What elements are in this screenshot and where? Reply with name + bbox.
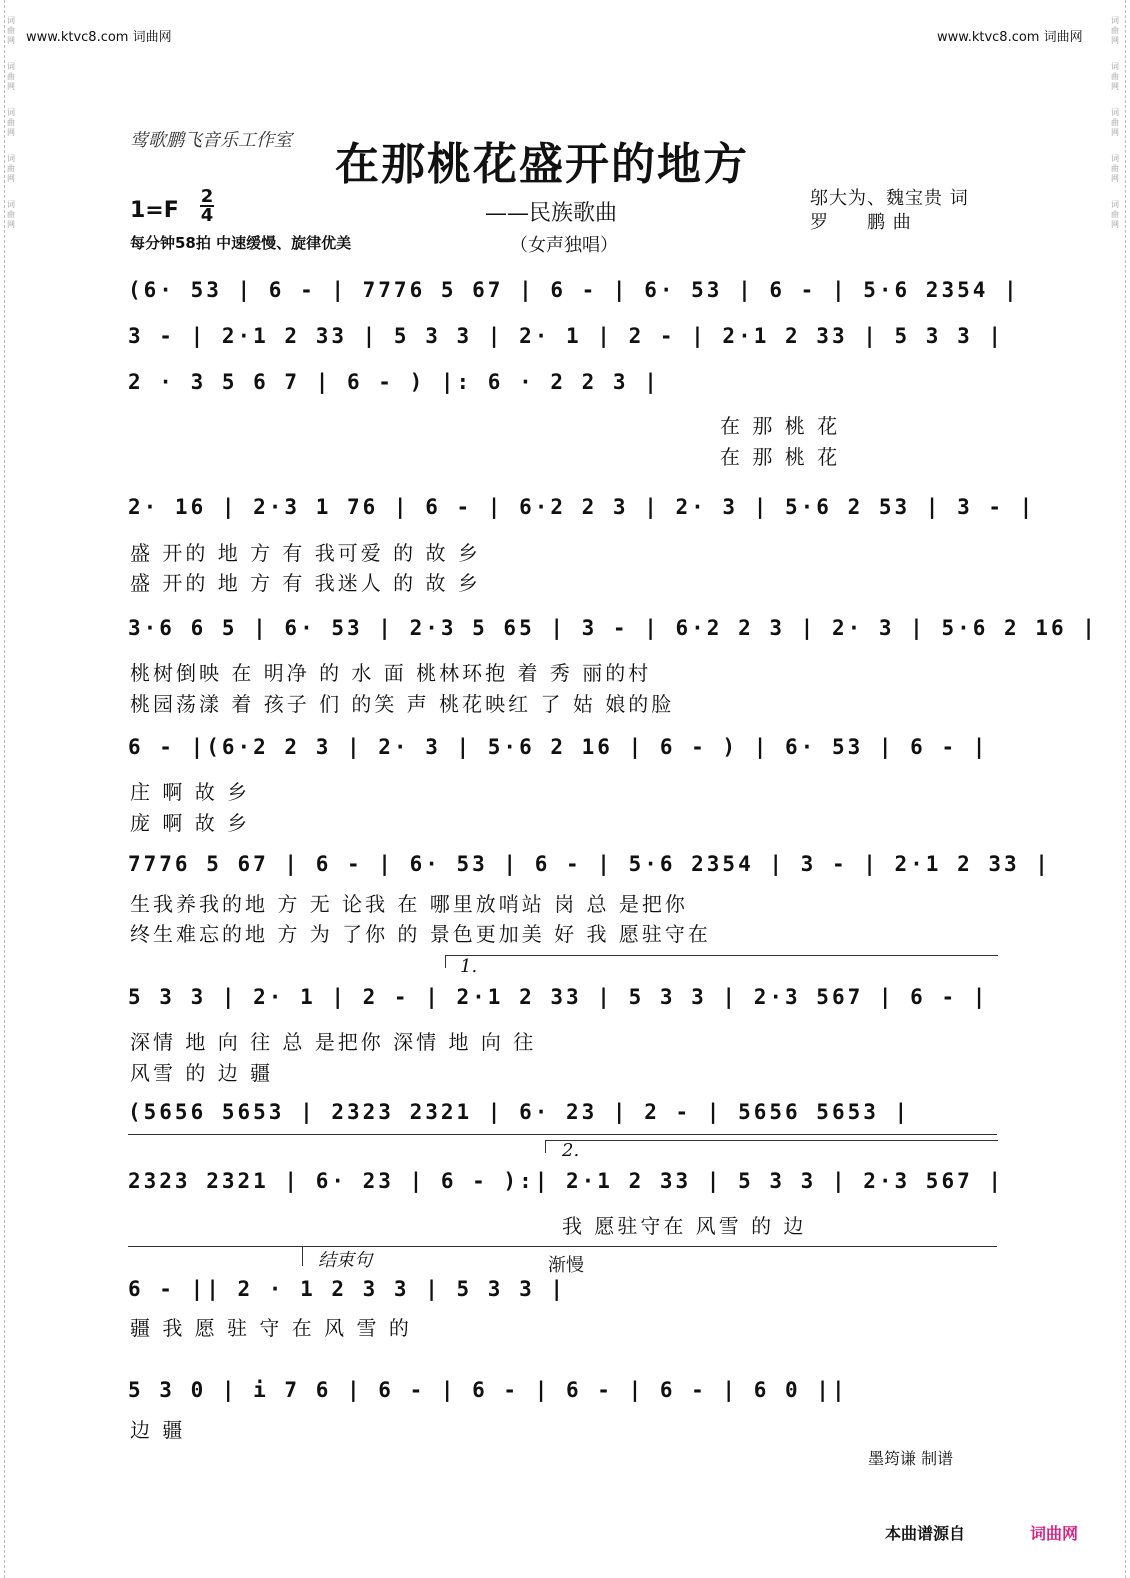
ending-label: 结束句 (318, 1250, 372, 1271)
side-watermark: 词曲网 (7, 62, 15, 91)
studio-name: 莺歌鹏飞音乐工作室 (130, 130, 292, 151)
source-label: 本曲谱源自 (885, 1524, 966, 1543)
staff-line-6: 6 - |(6·2 2 3 | 2· 3 | 5·6 2 16 | 6 - ) | 6· 53 | 6 - | (128, 735, 989, 759)
lyric-line: 在 那 桃 花 (720, 445, 841, 469)
arranger-credit: 墨筠谦 制谱 (868, 1449, 954, 1468)
lyric-line: 桃树倒映 在 明净 的 水 面 桃林环抱 着 秀 丽的村 (130, 661, 652, 685)
lyric-line: 我 愿驻守在 风雪 的 边 (562, 1214, 807, 1238)
left-margin-strip (4, 0, 21, 1578)
staff-line-8: 5 3 3 | 2· 1 | 2 - | 2·1 2 33 | 5 3 3 | 2·3 567 | 6 - | (128, 985, 989, 1009)
side-watermark: 词曲网 (1111, 108, 1119, 137)
time-sig-bottom: 4 (200, 205, 214, 226)
volta-bracket-2 (545, 1140, 998, 1153)
lyric-line: 盛 开的 地 方 有 我可爱 的 故 乡 (130, 541, 481, 565)
staff-line-3: 2 · 3 5 6 7 | 6 - ) |: 6 · 2 2 3 | (128, 370, 660, 394)
composer-credit: 罗 鹏 曲 (810, 212, 912, 233)
time-sig-top: 2 (200, 186, 214, 207)
volta-1-label: 1. (460, 956, 478, 977)
staff-line-7: 7776 5 67 | 6 - | 6· 53 | 6 - | 5·6 2354 | 3 - | 2·1 2 33 | (128, 852, 1051, 876)
coda-bracket (302, 1246, 304, 1266)
staff-line-10: 2323 2321 | 6· 23 | 6 - ):| 2·1 2 33 | 5 3 3 | 2·3 567 | (128, 1169, 1005, 1193)
time-signature (200, 188, 214, 224)
tempo-marking: 每分钟58拍 中速缓慢、旋律优美 (130, 234, 352, 252)
lyric-line: 生我养我的地 方 无 论我 在 哪里放哨站 岗 总 是把你 (130, 892, 688, 916)
lyric-line: 疆 我 愿 驻 守 在 风 雪 的 (130, 1316, 412, 1340)
side-watermark: 词曲网 (7, 108, 15, 137)
header-site-right[interactable]: www.ktvc8.com 词曲网 (937, 30, 1083, 45)
side-watermark: 词曲网 (1111, 200, 1119, 229)
lyric-line: 盛 开的 地 方 有 我迷人 的 故 乡 (130, 571, 481, 595)
side-watermark: 词曲网 (7, 154, 15, 183)
staff-line-9: (5656 5653 | 2323 2321 | 6· 23 | 2 - | 5656 5653 | (128, 1100, 911, 1124)
staff-line-1: (6· 53 | 6 - | 7776 5 67 | 6 - | 6· 53 | 6 - | 5·6 2354 | (128, 278, 1020, 302)
lyric-line: 深情 地 向 往 总 是把你 深情 地 向 往 (130, 1030, 537, 1054)
song-title: 在那桃花盛开的地方 (335, 139, 749, 190)
staff-line-2: 3 - | 2·1 2 33 | 5 3 3 | 2· 1 | 2 - | 2·1 2 33 | 5 3 3 | (128, 324, 1005, 348)
side-watermark: 词曲网 (1111, 16, 1119, 45)
lyric-line: 边 疆 (130, 1418, 186, 1442)
lyric-line: 在 那 桃 花 (720, 414, 841, 438)
volta-bracket-1 (445, 955, 998, 968)
staff-line-11: 6 - || 2 · 1 2 3 3 | 5 3 3 | (128, 1277, 567, 1301)
staff-line-12: 5 3 0 | i 7 6 | 6 - | 6 - | 6 - | 6 - | 6 0 || (128, 1378, 848, 1402)
staff-line-5: 3·6 6 5 | 6· 53 | 2·3 5 65 | 3 - | 6·2 2 3 | 2· 3 | 5·6 2 16 | (128, 616, 1098, 640)
side-watermark: 词曲网 (7, 200, 15, 229)
header-site-left[interactable]: www.ktvc8.com 词曲网 (26, 30, 172, 45)
side-watermark: 词曲网 (1111, 62, 1119, 91)
lyric-line: 庞 啊 故 乡 (130, 811, 251, 835)
staff-line-4: 2· 16 | 2·3 1 76 | 6 - | 6·2 2 3 | 2· 3 | 5·6 2 53 | 3 - | (128, 495, 1036, 519)
lyric-line: 风雪 的 边 疆 (130, 1061, 274, 1085)
system-rule (128, 1134, 997, 1135)
lyric-line: 桃园荡漾 着 孩子 们 的笑 声 桃花映红 了 姑 娘的脸 (130, 692, 675, 716)
lyricist-credit: 邬大为、魏宝贵 词 (810, 188, 969, 209)
lyric-line: 庄 啊 故 乡 (130, 780, 251, 804)
volta-2-label: 2. (562, 1140, 580, 1161)
system-rule (128, 1246, 997, 1247)
side-watermark: 词曲网 (1111, 154, 1119, 183)
key-signature: 1=F (130, 198, 179, 223)
right-margin-strip (1109, 0, 1126, 1578)
side-watermark: 词曲网 (7, 16, 15, 45)
genre-label: ——民族歌曲 (485, 201, 618, 226)
voice-label: （女声独唱） (510, 235, 618, 256)
rit-marking: 渐慢 (548, 1255, 584, 1276)
source-site-link[interactable]: 词曲网 (1030, 1524, 1079, 1543)
lyric-line: 终生难忘的地 方 为 了你 的 景色更加美 好 我 愿驻守在 (130, 922, 711, 946)
